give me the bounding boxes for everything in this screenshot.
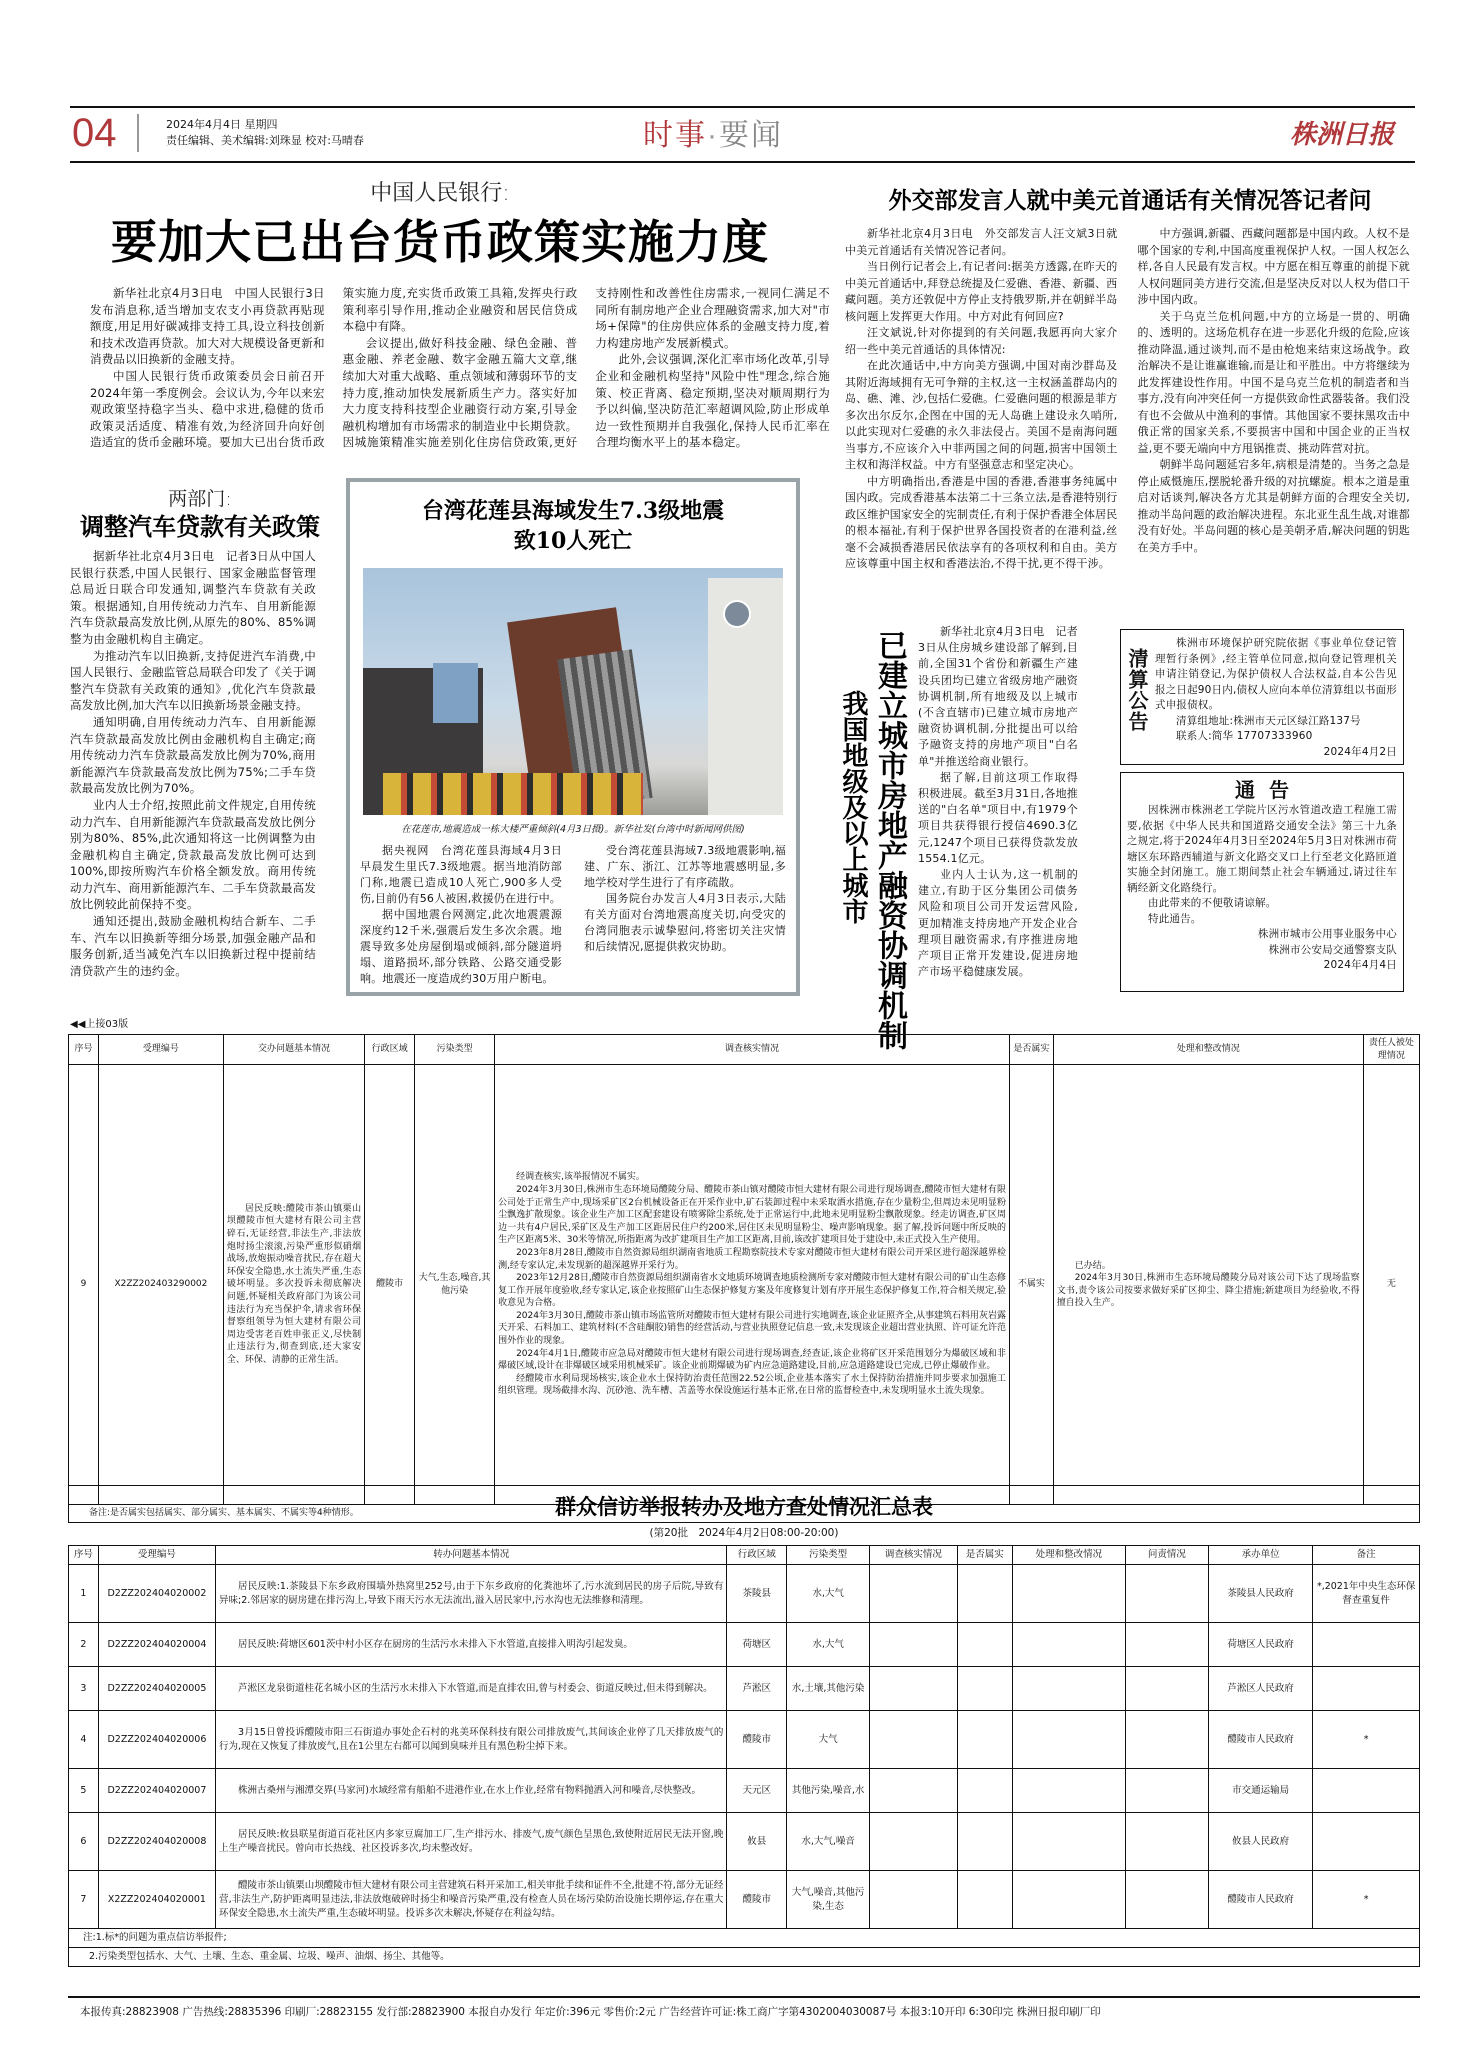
summary-top-rule [68,1485,1420,1486]
cell-region: 醴陵市 [727,1871,787,1929]
cell-id: D2ZZ202404020002 [98,1565,215,1623]
cell-remark [1313,1813,1420,1871]
cell-pollution: 水,大气 [787,1623,870,1667]
cell-issue: 芦淞区龙泉街道桂花名城小区的生活污水未排入下水管道,而是直排农田,曾与村委会、街道反映过,但未得到解决。 [216,1667,727,1711]
col-header: 备注 [1313,1546,1420,1565]
cell-issue: 居民反映:醴陵市茶山镇栗山坝醴陵市恒大建材有限公司主营碎石,无证经营,非法生产,非法放炮时扬尘滚滚,污染严重形似硝烟战场,放炮振动噪音扰民,存在超大环保安全隐患,水土流失严重,生态破坏明显。多次投诉未彻底解决问题,怀疑相关政府部门为该公司违法行为充当保护伞,请求省环保督察组领导为恒大建材有限公司周边受害老百姓申张正义,尽快制止违法行为,彻查到底,还大家安全、环保、清静的正常生活。 [226,1203,362,1365]
cell-investigation [870,1813,957,1871]
cell-pollution: 大气,生态,噪音,其他污染 [415,1065,495,1505]
header-top-rule [70,106,1415,108]
table-row [69,1667,1420,1711]
housing-headline-sub: 我国地级及以上城市 [838,690,868,924]
col-header: 责任人被处理情况 [1363,1035,1419,1065]
cell-no: 5 [69,1769,99,1813]
cell-pollution: 其他污染,噪音,水 [787,1769,870,1813]
cell-handling: 已办结。 2024年3月30日,株洲市生态环境局醴陵分局对该公司下达了现场监察文书,责令该公司按要求做好采矿区抑尘、降尘措施;新建项目为经验收,不得擅自投入生产。 [1053,1065,1363,1505]
col-header: 交办问题基本情况 [223,1035,364,1065]
photo-clock [723,600,751,628]
paragraph: 业内人士认为,这一机制的建立,有助于区分集团公司债务风险和项目公司开发运营风险,更加精准支持房地产开发企业合理项目融资需求,有序推进房地产项目正常开发建设,促进房地产市场平稳健康发展。 [918,868,1078,979]
paragraph: 会议提出,做好科技金融、绿色金融、普惠金融、养老金融、数字金融五篇大文章,继续加大对重大战略、重点领域和薄弱环节的支持力度,推动加快发展新质生产力。落实好加大力度支持科技型企业融资行动方案,引导金融机构增加有市场需求的制造业中长期贷款。因城施策精准实施差别化住房信贷政策,更好支持刚性和改善性住房需求,一视同仁满足不同所有制房地产企业合理融资需求,加大对"市场+保障"的住房供应体系的金融支持力度,着力构建房地产发展新模式。 [342,286,830,450]
cell-unit: 市交通运输局 [1208,1769,1312,1813]
table-row [69,1711,1420,1769]
col-header: 序号 [69,1035,99,1065]
paragraph: 在此次通话中,中方向美方强调,中国对南沙群岛及其附近海域拥有无可争辩的主权,这一主权涵盖群岛内的岛、礁、滩、沙,包括仁爱礁。仁爱礁问题的根源是菲方多次出尔反尔,企图在中国的无人岛礁上建设永久哨所,以此实现对仁爱礁的永久非法侵占。美国不是南海问题当事方,不应该介入中菲两国之间的问题,损害中国领土主权和海洋权益。中方有坚强意志和坚定决心。 [845,359,1118,471]
editors-line: 责任编辑、美术编辑:刘珠显 校对:马晴春 [166,134,364,147]
auto-body [70,548,316,979]
cell-is-true [957,1711,1012,1769]
cell-no: 1 [69,1565,99,1623]
cell-pollution: 水,土壤,其他污染 [787,1667,870,1711]
col-header: 污染类型 [787,1546,870,1565]
paragraph: 据中国地震台网测定,此次地震震源深度约12千米,强震后发生多次余震。地震导致多处房屋倒塌或倾斜,部分隧道坍塌、道路损坏,部分铁路、公路交通受影响。地震还一度造成约30万用户断电。 [360,908,562,985]
paragraph: 业内人士介绍,按照此前文件规定,自用传统动力汽车、自用新能源汽车贷款最高发放比例分别为80%、85%,此次通知将这一比例调整为由金融机构自主确定,贷款最高发放比例可达到100%,即按所购汽车价格全额发放。商用传统动力汽车、商用新能源汽车、二手车贷款最高发放比例较此前保持不变。 [70,797,316,912]
pboc-kicker: 中国人民银行: [370,181,510,206]
auto-headline: 调整汽车贷款有关政策 [80,512,320,541]
cell-no: 7 [69,1871,99,1929]
cell-region: 醴陵市 [727,1711,787,1769]
cell-remark [1313,1769,1420,1813]
cell-handling [1012,1565,1125,1623]
newspaper-logo: 株洲日报 [1290,120,1395,150]
cell-handling [1012,1711,1125,1769]
traffic-notice [1120,772,1404,992]
cell-accountability [1125,1813,1208,1871]
paragraph: 新华社北京4月3日电 中国人民银行3日发布消息称,适当增加支农支小再贷款再贴现额度,用足用好碳减排支持工具,设立科技创新和技术改造再贷款。加大对大规模设备更新和消费品以旧换新的金融支持。 [90,286,325,367]
header-meta [166,117,364,149]
col-header: 是否属实 [957,1546,1012,1565]
cell-is-true [957,1623,1012,1667]
liquidation-contact: 联系人:简华 17707333960 [1176,730,1313,742]
cell-no: 6 [69,1813,99,1871]
cell-handling [1012,1769,1125,1813]
paragraph: 通知明确,自用传统动力汽车、自用新能源汽车贷款最高发放比例由金融机构自主确定;商用传统动力汽车贷款最高发放比例为70%,商用新能源汽车贷款最高发放比例为75%;二手车贷款最高发放比例为70%。 [70,714,316,796]
cell-investigation [870,1565,957,1623]
cell-remark [1313,1667,1420,1711]
paragraph: 汪文斌说,针对你提到的有关问题,我愿再向大家介绍一些中美元首通话的具体情况: [845,326,1118,356]
cell-handling [1012,1813,1125,1871]
col-header: 受理编号 [98,1035,223,1065]
auto-kicker: 两部门: [168,488,232,510]
cell-accountability [1125,1565,1208,1623]
traffic-notice-apology: 由此带来的不便敬请谅解。 [1148,897,1277,909]
liquidation-body: 株洲市环境保护研究院依据《事业单位登记管理暂行条例》,经主管单位同意,拟向登记管理机关申请注销登记,为保护债权人合法权益,自本公告见报之日起90日内,债权人应向本单位清算组以书面形式申报债权。 [1155,637,1397,711]
section-title [643,110,783,154]
cell-remark [1313,1623,1420,1667]
col-header: 序号 [69,1546,99,1565]
cell-no: 4 [69,1711,99,1769]
cell-id: X2ZZ202404020001 [98,1871,215,1929]
pboc-body [90,285,830,460]
header-bottom-rule [70,161,1415,163]
paragraph: 为推动汽车以旧换新,支持促进汽车消费,中国人民银行、金融监管总局联合印发了《关于调整汽车贷款有关政策的通知》,优化汽车贷款最高发放比例,加大汽车以旧换新场景金融支持。 [70,648,316,713]
housing-body [918,624,1078,980]
housing-headline-main: 已建立城市房地产融资协调机制 [872,630,907,1050]
cell-issue: 3月15日曾投诉醴陵市阳三石街道办事处企石村的兆美环保科技有限公司排放废气,其间该企业停了几天排放废气的行为,现在又恢复了排放废气,且在1公里左右都可以闻到臭味并且有黑色粉尘掉下来。 [216,1711,727,1769]
cell-is-true [957,1769,1012,1813]
cell-no: 9 [69,1065,99,1505]
table-row [69,1623,1420,1667]
footer-info: 本报传真:28823908 广告热线:28835396 印刷厂:28823155 发行部:28823900 本报自办发行 年定价:396元 零售价:2元 广告经营许可证:株工商广字第4302004030087号 本报3:10开印 6:30印完 株洲日报印刷厂印 [80,2006,1101,2018]
cell-is-true [957,1813,1012,1871]
cell-is-true [957,1871,1012,1929]
cell-id: D2ZZ202404020005 [98,1667,215,1711]
table-note-row [69,1929,1420,1948]
cell-region: 茶陵县 [727,1565,787,1623]
paragraph: 通知还提出,鼓励金融机构结合新车、二手车、汽车以旧换新等细分场景,加强金融产品和服务创新,适当减免汽车以旧换新过程中提前结清贷款产生的违约金。 [70,914,316,978]
section-dot: · [707,119,719,152]
photo-caption: 在花莲市,地震造成一栋大楼严重倾斜(4月3日摄)。新华社发(台湾中时新闻网供图) [401,824,745,835]
liquidation-address: 清算组地址:株洲市天元区绿江路137号 [1176,714,1361,727]
liquidation-date: 2024年4月2日 [1323,745,1397,758]
cell-remark: * [1313,1711,1420,1769]
table-header-row [69,1546,1420,1565]
paragraph: 此外,会议强调,深化汇率市场化改革,引导企业和金融机构坚持"风险中性"理念,综合施策、校正背离、稳定预期,坚决对顺周期行为予以纠偏,坚决防范汇率超调风险,防止形成单边一致性预期并自我强化,保持人民币汇率在合理均衡水平上的基本稳定。 [595,352,830,450]
paragraph: 国务院台办发言人4月3日表示,大陆有关方面对台湾地震高度关切,向受灾的台湾同胞表示诚挚慰问,将密切关注灾情和后续情况,愿提供救灾协助。 [584,892,786,953]
col-header: 受理编号 [98,1546,215,1565]
table-row [69,1813,1420,1871]
section-part1: 时事 [643,119,707,152]
paragraph: 据了解,目前这项工作取得积极进展。截至3月31日,各地推送的"白名单"项目中,有1979个项目共获得银行授信4690.3亿元,1247个项目已获得贷款发放1554.1亿元。 [918,770,1078,865]
mfa-body [845,226,1410,591]
section-part2: 要闻 [719,119,783,152]
quake-photo [363,568,783,815]
table-row [69,1565,1420,1623]
cell-issue: 醴陵市茶山镇栗山坝醴陵市恒大建材有限公司主营建筑石料开采加工,相关审批手续和证件不全,批建不符,部分无证经营,非法生产,防护距离明显违法,非法放炮破碎时扬尘和噪音污染严重,没有检查人员在场污染防治设施长期停运,存在重大环保安全隐患,水土流失严重,生态破坏明显。投诉多次未解决,怀疑存在利益勾结。 [216,1871,727,1929]
cell-accountability [1125,1769,1208,1813]
cell-accountability [1125,1711,1208,1769]
cell-id: D2ZZ202404020008 [98,1813,215,1871]
photo-rescue-workers [383,773,643,815]
paragraph: 当日例行记者会上,有记者问:据美方透露,在昨天的中美元首通话中,拜登总统提及仁爱礁、香港、新疆、西藏问题。美方还敦促中方停止支持俄罗斯,并在朝鲜半岛核问题上发挥更大作用。中方对此有何回应? [845,260,1118,323]
col-header: 调查核实情况 [495,1035,1010,1065]
table-header-row [69,1035,1420,1065]
paragraph: 据新华社北京4月3日电 记者3日从中国人民银行获悉,中国人民银行、国家金融监督管理总局近日联合印发通知,调整汽车贷款有关政策。根据通知,自用传统动力汽车、自用新能源汽车贷款最高发放比例,从原先的80%、85%调整为由金融机构自主确定。 [70,549,316,646]
col-header: 处理和整改情况 [1012,1546,1125,1565]
traffic-notice-title: 通 告 [1235,778,1289,802]
paragraph: 朝鲜半岛问题延宕多年,病根是清楚的。当务之急是停止威慑施压,摆脱轮番升级的对抗螺旋。根本之道是重启对话谈判,解决各方尤其是朝鲜方面的合理安全关切,推动半岛问题的政治解决进程。东北亚生乱生战,对谁都没有好处。半岛问题的核心是美朝矛盾,解决问题的钥匙在美方手中。 [1137,458,1410,554]
cell-is-true: 不属实 [1009,1065,1053,1505]
cell-pollution: 水,大气 [787,1565,870,1623]
col-header: 处理和整改情况 [1053,1035,1363,1065]
cell-investigation [870,1769,957,1813]
table-row [69,1871,1420,1929]
cell-unit: 芦淞区人民政府 [1208,1667,1312,1711]
table-note-row [69,1948,1420,1967]
summary-table-wrap [68,1545,1420,1967]
paragraph: 中国人民银行货币政策委员会日前召开2024年第一季度例会。会议认为,今年以来宏观政策坚持稳字当头、稳中求进,稳健的货币政策灵活适度、精准有效,为经济回升向好创造适宜的货币金融环境。要加大已出台货币政策实施力度,充实货币政策工具箱,发挥央行政策利率引导作用,推动企业融资和居民信贷成本稳中有降。 [90,286,578,450]
cell-unit: 茶陵县人民政府 [1208,1565,1312,1623]
cell-id: D2ZZ202404020006 [98,1711,215,1769]
paragraph: 中方明确指出,香港是中国的香港,香港事务纯属中国内政。完成香港基本法第二十三条立法,是香港特别行政区维护国家安全的宪制责任,有利于保护香港全体居民的根本福祉,有利于保护世界各国投资者的在港利益,丝毫不会减损香港居民依法享有的各项权利和自由。美方应该尊重中国主权和香港法治,不得干扰,更不得干涉。 [845,474,1118,570]
cell-investigation: 经调查核实,该举报情况不属实。 2024年3月30日,株洲市生态环境局醴陵分局、醴陵市茶山镇对醴陵市恒大建材有限公司进行现场调查,醴陵市恒大建材有限公司处于正常生产中,现场采矿区2台机械设备正在开采作业中,矿石装卸过程中未采取洒水措施,存在少量粉尘,但周边未见明显粉尘飘逸扩散现象。该企业生产加工区配套建设有喷雾除尘系统,处于正常运行中,此地未见明显粉尘飘散现象。经走访调查,矿区周边一共有4户居民,采矿区及生产加工区距居民住户约200米,居住区未见明显粉尘、噪声影响现象。据了解,投诉问题中所反映的生产区距离5米、30米等情况,所指距离为改扩建项目生产加工区距离,目前,该改扩建项目处于建设中,未正式投入生产使用。 2023年8月28日,醴陵市自然资源局组织湖南省地质工程勘察院技术专家对醴陵市恒大建材有限公司开采区进行超深越界检测,经专家认定,未发现新的超深越界开采行为。 2023年12月28日,醴陵市自然资源局组织湖南省水文地质环境调查地质检测所专家对醴陵市恒大建材有限公司的矿山生态修复工作开展年度验收,经专家认定,该企业按照矿山生态保护修复方案及年度修复计划有序开展生态保护修复工作,符合相关规定,验收意见为合格。 2024年3月30日,醴陵市茶山镇市场监管所对醴陵市恒大建材有限公司进行实地调查,该企业证照齐全,从事建筑石料用灰岩露天开采、石料加工、建筑材料(不含硅酮胶)销售的经营活动,与营业执照登记信息一致,未发现该企业超出营业执照、许可证允许范围外作业的现象。 2024年4月1日,醴陵市应急局对醴陵市恒大建材有限公司进行现场调查,经查证,该企业将矿区开采范围划分为爆破区域和非爆破区域,设计在非爆破区域采用机械采矿。该企业前期爆破为矿内应急道路建设,目前,应急道路建设已完成,已停止爆破作业。 经醴陵市水利局现场核实,该企业水土保持防治责任范围22.52公顷,企业基本落实了水土保持防治措施并同步要求加强施工组织管理。现场截排水沟、沉砂池、洗车槽、苫盖等水保设施运行基本正常,在日常的监督检查中,未发现明显水土流失现象。 [495,1065,1010,1505]
cell-handling [1012,1871,1125,1929]
traffic-issuer-2: 株洲市公安局交通警察支队 [1268,943,1397,956]
col-header: 转办问题基本情况 [216,1546,727,1565]
continued-table [68,1034,1420,1523]
cell-unit: 醴陵市人民政府 [1208,1711,1312,1769]
cell-region: 天元区 [727,1769,787,1813]
cell-id: D2ZZ202404020004 [98,1623,215,1667]
cell-region: 醴陵市 [365,1065,415,1505]
cell-issue: 株洲古桑州与湘潭交界(马家河)水域经常有船舶不进港作业,在水上作业,经常有物料抛洒入河和噪音,尽快整改。 [216,1769,727,1813]
cell-id: D2ZZ202404020007 [98,1769,215,1813]
cell-remark: * [1313,1871,1420,1929]
col-header: 是否属实 [1009,1035,1053,1065]
cell-region: 芦淞区 [727,1667,787,1711]
table-note-2: 2.污染类型包括水、大气、土壤、生态、重金属、垃圾、噪声、油烟、扬尘、其他等。 [69,1948,1420,1967]
cell-no: 3 [69,1667,99,1711]
liquidation-notice [1120,629,1404,765]
cell-no: 2 [69,1623,99,1667]
cell-region: 荷塘区 [727,1623,787,1667]
mfa-headline: 外交部发言人就中美元首通话有关情况答记者问 [888,187,1372,214]
traffic-issuer-1: 株洲市城市公用事业服务中心 [1257,928,1397,940]
cell-investigation [870,1711,957,1769]
quake-headline-line2: 致10人死亡 [513,528,633,554]
traffic-notice-closing: 特此通告。 [1148,912,1202,925]
cell-remark: *,2021年中央生态环保督查重复件 [1313,1565,1420,1623]
summary-table [68,1545,1420,1967]
paragraph: 新华社北京4月3日电 外交部发言人汪文斌3日就中美元首通话有关情况答记者问。 [845,227,1118,257]
paragraph: 新华社北京4月3日电 记者3日从住房城乡建设部了解到,目前,全国31个省份和新疆生产建设兵团均已建立省级房地产融资协调机制,所有地级及以上城市(不含直辖市)已建立城市房地产融资协调机制,分批提出可以给予融资支持的房地产项目"白名单"并推送给商业银行。 [918,625,1078,768]
col-header: 承办单位 [1208,1546,1312,1565]
cell-region: 攸县 [727,1813,787,1871]
cell-pollution: 大气,噪音,其他污染,生态 [787,1871,870,1929]
continued-table-wrap [68,1034,1420,1523]
paragraph: 受台湾花莲县海域7.3级地震影响,福建、广东、浙江、江苏等地震感明显,多地学校对学生进行了有序疏散。 [584,844,786,889]
quake-headline-line1: 台湾花莲县海域发生7.3级地震 [421,498,725,524]
pboc-headline: 要加大已出台货币政策实施力度 [111,215,769,269]
cell-is-true [957,1565,1012,1623]
col-header: 污染类型 [415,1035,495,1065]
summary-title: 群众信访举报转办及地方查处情况汇总表 [555,1494,933,1519]
traffic-notice-date: 2024年4月4日 [1323,959,1397,971]
cell-issue: 居民反映:荷塘区601茨中村小区存在厨房的生活污水未排入下水管道,直接排入明沟引起发臭。 [216,1623,727,1667]
table-note: 备注:是否属实包括属实、部分属实、基本属实、不属实等4种情形。 [69,1505,1420,1523]
cell-accountability [1125,1871,1208,1929]
col-header: 行政区域 [727,1546,787,1565]
quake-article-frame [346,478,800,996]
header-separator [137,114,139,152]
cell-pollution: 水,大气,噪音 [787,1813,870,1871]
cell-accountability [1125,1667,1208,1711]
cell-pollution: 大气 [787,1711,870,1769]
summary-subtitle: (第20批 2024年4月2日08:00-20:00) [649,1527,839,1539]
cell-id: X2ZZ202403290002 [98,1065,223,1505]
cell-issue: 居民反映:1.茶陵县下东乡政府围墙外热窝里252号,由于下东乡政府的化粪池坏了,污水流到居民的房子后院,导致有异味;2.邻居家的厨房建在排污沟上,导致下雨天污水无法流出,溢入居民家中,污水沟也无法维修和清理。 [216,1565,727,1623]
cell-unit: 醴陵市人民政府 [1208,1871,1312,1929]
cell-handling [1012,1667,1125,1711]
footer-rule [68,1996,1420,1998]
cell-unit: 攸县人民政府 [1208,1813,1312,1871]
col-header: 调查核实情况 [870,1546,957,1565]
col-header: 行政区域 [365,1035,415,1065]
table-row [69,1769,1420,1813]
cell-is-true [957,1667,1012,1711]
continued-from-label: ◀◀上接03版 [70,1019,129,1030]
paragraph: 据央视网 台湾花莲县海域4月3日早晨发生里氏7.3级地震。据当地消防部门称,地震已造成10人死亡,900多人受伤,目前仍有56人被困,救援仍在进行中。 [360,844,562,905]
cell-accountability [1125,1623,1208,1667]
col-header: 问责情况 [1125,1546,1208,1565]
cell-accountability: 无 [1363,1065,1419,1505]
quake-body [360,843,786,987]
table-row [69,1065,1420,1505]
page-number: 04 [72,111,117,155]
issue-date: 2024年4月4日 星期四 [166,118,278,131]
cell-investigation [870,1871,957,1929]
cell-issue: 居民反映:攸县联星街道百花社区内多家豆腐加工厂,生产排污水、排废气,废气颜色呈黑色,致使附近居民无法开窗,晚上生产噪音扰民。曾向市长热线、社区投诉多次,均未整改好。 [216,1813,727,1871]
cell-investigation [870,1623,957,1667]
cell-investigation [870,1667,957,1711]
paragraph: 关于乌克兰危机问题,中方的立场是一贯的、明确的、透明的。这场危机存在进一步恶化升级的危险,应该推动降温,通过谈判,而不是由枪炮来结束这场战争。政治解决不是让谁赢谁输,而是让和平胜出。中方将继续为此发挥建设性作用。中国不是乌克兰危机的制造者和当事方,没有向冲突任何一方提供致命性武器装备。我们没有也不会做从中渔利的事情。其他国家不要抹黑攻击中俄正常的国家关系,不要损害中国和中国企业的正当权益,更不要无端向中方甩锅推责、挑动阵营对抗。 [1137,309,1410,455]
paragraph: 中方强调,新疆、西藏问题都是中国内政。人权不是哪个国家的专利,中国高度重视保护人权。一国人权怎么样,各自人民最有发言权。中方愿在相互尊重的前提下就人权问题同美方进行交流,但是坚决反对以人权为借口干涉中国内政。 [1137,227,1410,306]
photo-billboard [433,663,478,723]
cell-handling [1012,1623,1125,1667]
liquidation-label: 清算公告 [1125,648,1149,732]
table-note-1: 注:1.标*的问题为重点信访举报件; [69,1929,1420,1948]
cell-unit: 荷塘区人民政府 [1208,1623,1312,1667]
traffic-notice-body: 因株洲市株洲老工学院片区污水管道改造工程施工需要,依据《中华人民共和国道路交通安全法》第三十九条之规定,将于2024年4月3日至2024年5月3日对株洲市荷塘区东环路西辅道与新文化路交叉口上行至老文化路匝道实施全封闭施工。施工期间禁止社会车辆通过,请过往车辆经新文化路绕行。 [1127,804,1397,894]
